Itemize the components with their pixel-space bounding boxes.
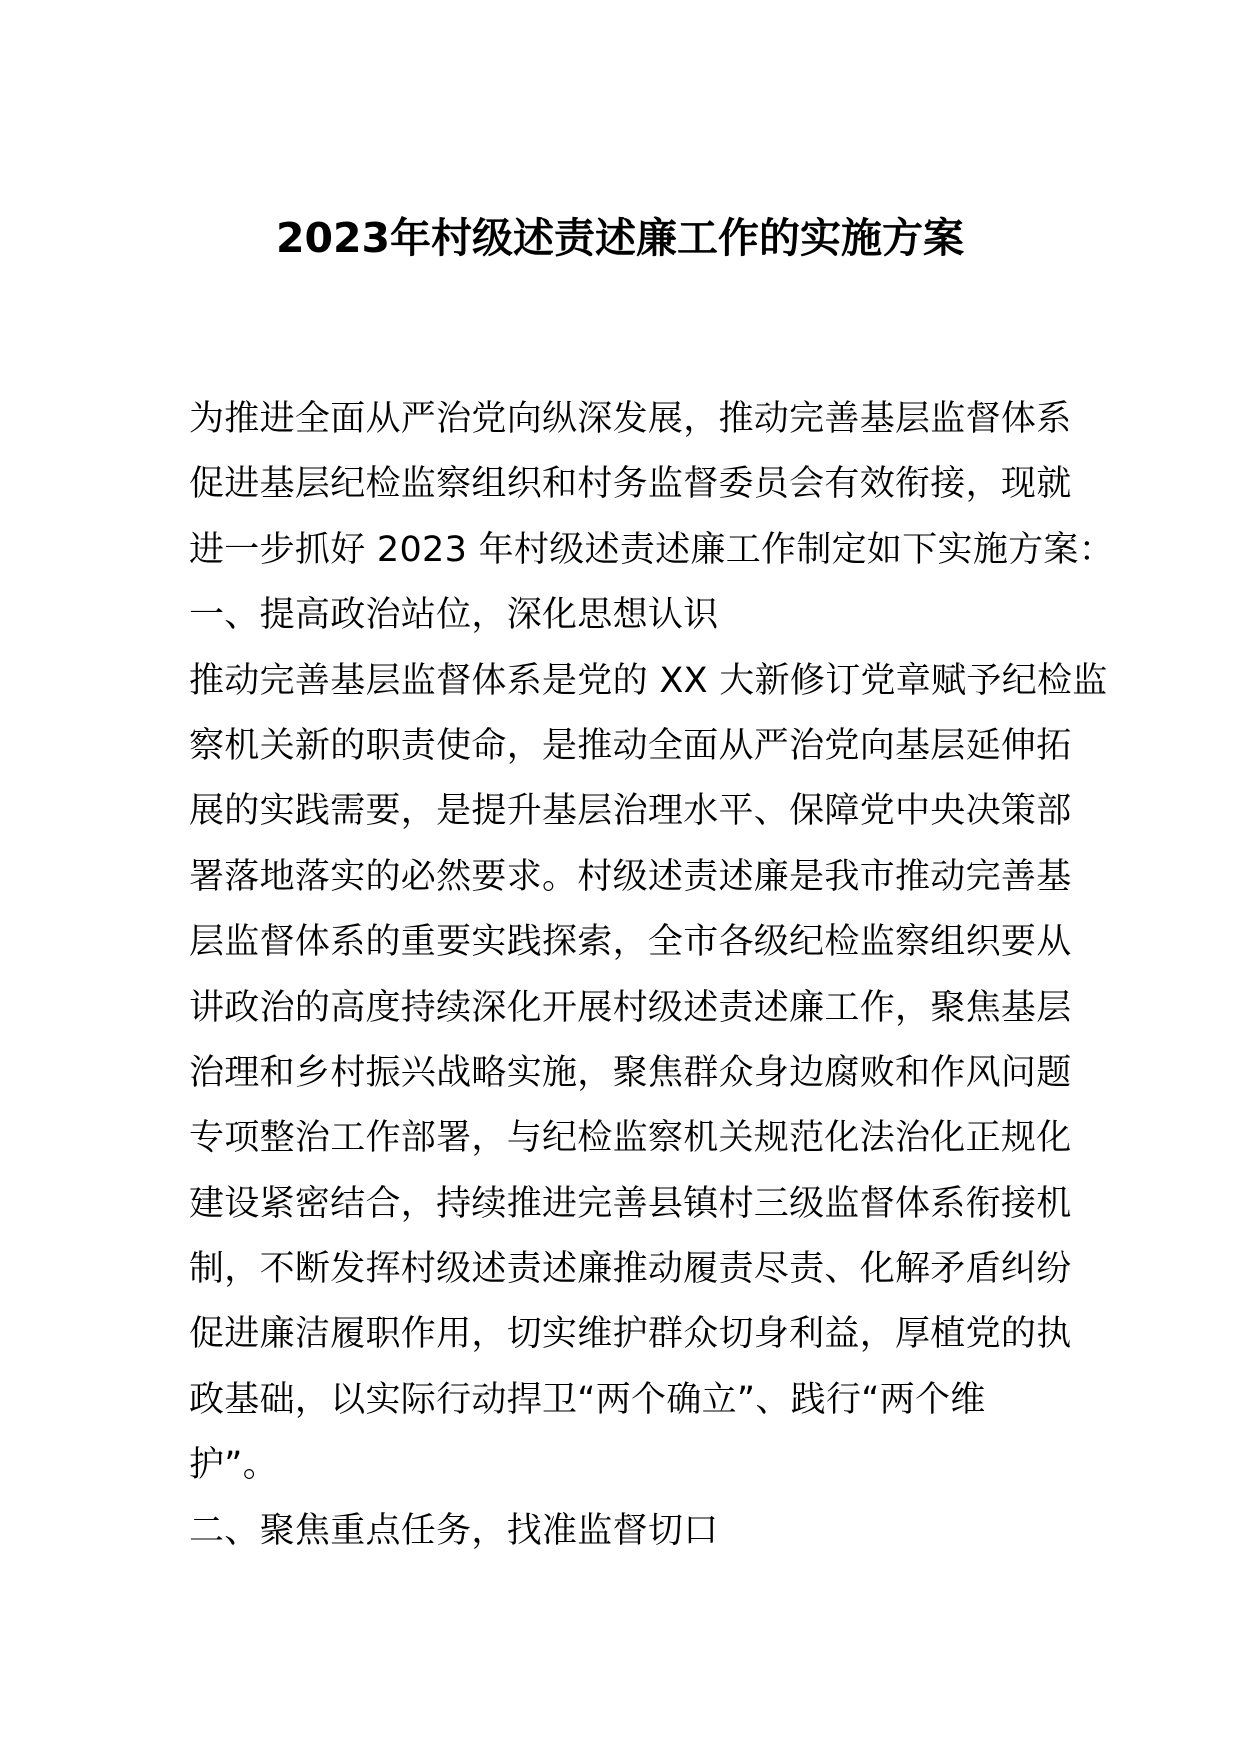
paragraph-line: 察机关新的职责使命，是推动全面从严治党向基层延伸拓 [189,725,1072,766]
paragraph-line: 讲政治的高度持续深化开展村级述责述廉工作，聚焦基层 [189,987,1072,1028]
paragraph-line: 专项整治工作部署，与纪检监察机关规范化法治化正规化 [189,1118,1072,1159]
paragraph-line: 政基础，以实际行动捍卫“两个确立”、践行“两个维 [189,1379,986,1420]
document-body [189,387,1115,1564]
paragraph-line: 层监督体系的重要实践探索，全市各级纪检监察组织要从 [189,922,1072,963]
paragraph-line: 制，不断发挥村级述责述廉推动履责尽责、化解矛盾纠纷 [189,1249,1072,1290]
paragraph-line: 治理和乡村振兴战略实施，聚焦群众身边腐败和作风问题 [189,1052,1072,1093]
paragraph-line: 展的实践需要，是提升基层治理水平、保障党中央决策部 [189,791,1072,832]
paragraph-line: 促进基层纪检监察组织和村务监督委员会有效衔接，现就 [189,464,1072,505]
section-heading-1: 一、提高政治站位，深化思想认识 [189,595,719,636]
paragraph-line: 署落地落实的必然要求。村级述责述廉是我市推动完善基 [189,856,1072,897]
paragraph-line: 推动完善基层监督体系是党的 XX 大新修订党章赋予纪检监 [189,660,1108,701]
paragraph-line: 为推进全面从严治党向纵深发展，推动完善基层监督体系 [189,399,1072,439]
paragraph-line: 护”。 [189,1445,279,1486]
section-heading-2: 二、聚焦重点任务，找准监督切口 [189,1510,719,1551]
document-title: 2023年村级述责述廉工作的实施方案 [275,214,965,262]
paragraph-line: 促进廉洁履职作用，切实维护群众切身利益，厚植党的执 [189,1314,1072,1355]
paragraph-line: 建设紧密结合，持续推进完善县镇村三级监督体系衔接机 [189,1183,1072,1224]
paragraph-line: 进一步抓好 2023 年村级述责述廉工作制定如下实施方案： [189,529,1115,570]
